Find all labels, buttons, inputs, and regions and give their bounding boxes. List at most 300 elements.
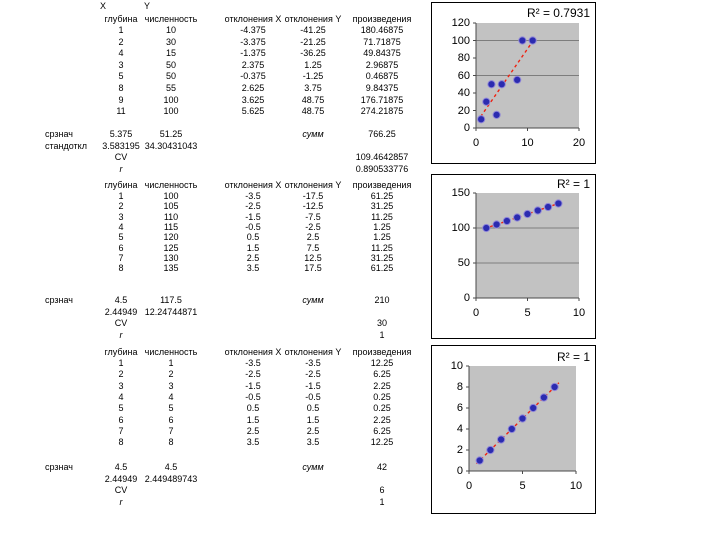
cell-dev-x: 2.5 (246, 252, 260, 263)
r-squared-title: R² = 1 (556, 177, 590, 191)
cv-row (45, 318, 435, 329)
cell-dev-y: 12.5 (304, 252, 322, 263)
cell-dev-x: 2.5 (246, 425, 260, 436)
cell-abundance: 105 (163, 201, 179, 212)
cell-depth: 5 (118, 71, 124, 82)
spacer (45, 330, 100, 341)
row-label (45, 426, 100, 437)
cell-abundance: 8 (168, 437, 174, 448)
cell-product: 12.25 (370, 358, 394, 368)
col-header-abundance: численность (144, 14, 198, 24)
row-label (45, 415, 100, 426)
spacer (45, 497, 100, 508)
cell-abundance: 30 (165, 36, 176, 47)
spacer (200, 14, 222, 25)
spacer (284, 497, 342, 508)
spacer (45, 318, 100, 329)
table-row (45, 437, 435, 448)
cell-abundance: 55 (165, 83, 176, 93)
covariance-value: 6 (379, 485, 385, 496)
data-point (483, 98, 490, 105)
spacer (200, 497, 222, 508)
spacer (200, 263, 222, 274)
y-tick-label: 120 (451, 17, 470, 29)
col-header-depth: глубина (104, 14, 138, 24)
cell-product: 61.25 (370, 263, 394, 274)
cell-product: 180.46875 (360, 25, 404, 35)
spacer (200, 330, 222, 341)
col-header-products: произведения (352, 347, 412, 357)
col-header-depth: глубина (104, 180, 138, 190)
mean-label: срзнач (45, 129, 73, 139)
std-label (45, 307, 100, 318)
data-point (478, 116, 485, 123)
cell-dev-x: -3.375 (240, 36, 266, 47)
plot-area (476, 193, 579, 298)
spacer (200, 83, 222, 94)
cell-dev-y: -2.5 (305, 221, 321, 232)
cell-product: 49.84375 (363, 48, 401, 59)
spacer (142, 497, 200, 508)
table-header-row (45, 180, 435, 191)
row-label (45, 392, 100, 403)
std-depth: 3.583195 (102, 140, 140, 151)
table-row (45, 381, 435, 392)
spacer (142, 485, 200, 496)
spacer (200, 392, 222, 403)
cell-dev-x: 2.625 (241, 83, 265, 93)
row-label (45, 71, 100, 82)
spacer (142, 330, 200, 341)
table-row (45, 25, 435, 36)
cell-abundance: 100 (163, 106, 179, 117)
y-tick-label: 100 (451, 34, 470, 47)
spacer (200, 318, 222, 329)
col-header-dev-x: отклонения X (224, 14, 282, 24)
data-point (508, 425, 515, 432)
cell-depth: 4 (118, 48, 124, 59)
r-value: 1 (379, 329, 385, 340)
cell-abundance: 130 (163, 252, 179, 263)
cell-dev-x: -0.5 (245, 391, 261, 402)
data-point (487, 446, 494, 453)
cell-dev-x: 3.5 (246, 437, 260, 448)
spacer (200, 347, 222, 358)
cell-depth: 5 (118, 232, 124, 243)
cell-abundance: 125 (163, 242, 179, 253)
y-tick-label: 20 (457, 104, 470, 117)
cell-depth: 1 (118, 191, 124, 201)
cv-label: CV (114, 318, 128, 329)
cell-dev-y: -2.5 (305, 369, 321, 380)
cell-depth: 5 (118, 403, 124, 414)
data-point (519, 37, 526, 44)
spacer (200, 180, 222, 191)
x-tick-label: 10 (572, 307, 586, 319)
row-label (45, 263, 100, 274)
scatter-chart-2 (431, 174, 596, 339)
spacer (200, 485, 222, 496)
std-label (45, 474, 100, 485)
std-row (45, 307, 435, 318)
sum-value: 210 (374, 295, 390, 305)
cell-dev-y: 1.5 (306, 414, 320, 425)
mean-abundance: 51.25 (159, 129, 183, 139)
spacer (200, 48, 222, 59)
std-depth: 2.44949 (104, 473, 138, 484)
cell-depth: 7 (118, 425, 124, 436)
table-row (45, 37, 435, 48)
x-tick-label: 10 (569, 480, 583, 492)
sum-value: 42 (376, 462, 387, 472)
cell-product: 0.25 (373, 391, 391, 402)
data-point (534, 207, 541, 214)
cell-depth: 8 (118, 263, 124, 274)
data-point (503, 217, 510, 224)
table-row (45, 71, 435, 82)
std-label: стандоткл (45, 140, 87, 151)
col-header-dev-y: отклонения Y (284, 180, 342, 190)
cell-dev-x: 3.5 (246, 263, 260, 274)
cell-dev-x: 2.375 (241, 59, 265, 70)
spacer (200, 152, 222, 163)
cv-row (45, 485, 435, 496)
table-row (45, 263, 435, 274)
col-header-abundance: численность (144, 180, 198, 190)
spacer (200, 37, 222, 48)
r-row (45, 164, 435, 175)
data-point (514, 214, 521, 221)
data-point (555, 200, 562, 207)
cell-product: 1.25 (373, 221, 391, 232)
y-axis-label: Y (144, 1, 151, 11)
spacer (200, 381, 222, 392)
cell-dev-y: -21.25 (300, 36, 326, 47)
spacer (222, 152, 284, 163)
data-point (545, 203, 552, 210)
data-point (530, 404, 537, 411)
spacer (284, 164, 342, 175)
mean-row (45, 129, 435, 140)
cell-product: 11.25 (371, 211, 393, 222)
scatter-chart-1 (431, 2, 596, 164)
cell-dev-x: -4.375 (240, 25, 266, 35)
spacer (222, 485, 284, 496)
cv-row (45, 152, 435, 163)
col-header-depth: глубина (104, 347, 138, 357)
cell-dev-x: -2.5 (245, 201, 261, 212)
data-point (488, 81, 495, 88)
mean-label: срзнач (45, 295, 73, 305)
table-row (45, 403, 435, 414)
row-label (45, 437, 100, 448)
cell-abundance: 7 (168, 425, 174, 436)
y-tick-label: 100 (451, 222, 470, 234)
std-abundance: 34.30431043 (144, 140, 198, 151)
table-header-row (45, 347, 435, 358)
cell-dev-y: -1.5 (305, 380, 321, 391)
mean-row (45, 462, 435, 473)
cell-abundance: 100 (163, 94, 179, 105)
spacer (222, 330, 284, 341)
y-tick-label: 40 (457, 87, 470, 99)
table-row (45, 83, 435, 94)
x-tick-label: 5 (524, 307, 531, 319)
table-row (45, 48, 435, 59)
data-point (514, 76, 521, 83)
spacer (200, 358, 222, 369)
std-row (45, 141, 435, 152)
cell-depth: 1 (118, 25, 124, 35)
cell-dev-x: 0.5 (246, 232, 260, 243)
table-row (45, 106, 435, 117)
cell-depth: 2 (118, 36, 124, 47)
corner-cell (45, 347, 100, 358)
spacer (200, 95, 222, 106)
cell-abundance: 10 (165, 25, 176, 35)
y-tick-label: 60 (457, 69, 470, 82)
cell-abundance: 4 (168, 391, 174, 402)
x-tick-label: 5 (519, 480, 526, 492)
corner-cell (45, 180, 100, 191)
y-tick-label: 10 (450, 360, 463, 372)
cell-dev-y: -36.25 (300, 48, 326, 59)
cell-product: 274.21875 (360, 106, 404, 117)
cell-dev-x: -1.5 (245, 380, 261, 391)
spacer (200, 415, 222, 426)
row-label (45, 48, 100, 59)
r-value: 1 (379, 496, 385, 507)
r-row (45, 497, 435, 508)
cell-depth: 8 (118, 437, 124, 448)
cell-dev-x: -1.5 (245, 211, 261, 222)
sum-label: сумм (302, 129, 324, 139)
cell-dev-y: -41.25 (300, 25, 326, 35)
spacer (45, 152, 100, 163)
std-abundance: 2.449489743 (144, 473, 198, 484)
table-row (45, 369, 435, 380)
data-point (519, 415, 526, 422)
cell-dev-y: 2.5 (306, 425, 320, 436)
cell-depth: 7 (118, 252, 124, 263)
r-squared-title: R² = 0.7931 (526, 6, 590, 20)
y-tick-label: 50 (457, 257, 470, 269)
sum-value: 766.25 (368, 129, 396, 139)
spacer (222, 462, 284, 473)
col-header-abundance: численность (144, 347, 198, 357)
cell-product: 6.25 (373, 369, 391, 380)
cell-dev-y: 3.75 (304, 83, 322, 93)
x-tick-label: 0 (472, 137, 480, 149)
cell-depth: 3 (118, 211, 124, 222)
table-row (45, 392, 435, 403)
x-tick-label: 20 (572, 137, 586, 149)
spacer (45, 485, 100, 496)
cell-dev-y: 48.75 (301, 106, 325, 117)
cell-depth: 4 (118, 221, 124, 232)
spacer (222, 497, 284, 508)
cell-abundance: 2 (168, 369, 174, 380)
spacer (222, 164, 284, 175)
cell-dev-x: -0.5 (245, 221, 261, 232)
spacer (45, 164, 100, 175)
y-tick-label: 80 (457, 52, 470, 64)
row-label (45, 106, 100, 117)
cell-depth: 9 (118, 94, 124, 105)
table-row (45, 358, 435, 369)
row-label (45, 25, 100, 36)
cell-dev-x: -3.5 (245, 358, 261, 368)
std-abundance: 12.24744871 (144, 306, 198, 317)
table-header-row (45, 14, 435, 25)
r-value: 0.890533776 (355, 163, 409, 174)
cell-dev-y: -12.5 (302, 201, 324, 212)
col-header-products: произведения (352, 14, 412, 24)
r-row (45, 330, 435, 341)
cell-dev-x: 3.625 (241, 94, 265, 105)
cell-dev-y: 0.5 (306, 403, 320, 414)
row-label (45, 358, 100, 369)
cell-dev-y: 7.5 (306, 242, 320, 253)
data-point (524, 210, 531, 217)
spacer (200, 403, 222, 414)
spacer (222, 129, 284, 140)
data-point (529, 37, 536, 44)
mean-label: срзнач (45, 462, 73, 472)
cell-depth: 11 (116, 106, 126, 117)
spacer (142, 152, 200, 163)
y-tick-label: 2 (456, 444, 463, 456)
cell-abundance: 3 (168, 380, 174, 391)
y-tick-label: 6 (456, 402, 463, 414)
std-depth: 2.44949 (104, 306, 138, 317)
row-label (45, 95, 100, 106)
y-tick-label: 150 (451, 187, 470, 199)
mean-depth: 5.375 (109, 129, 133, 139)
spacer (142, 164, 200, 175)
x-tick-label: 0 (472, 307, 480, 319)
spacer (142, 318, 200, 329)
sum-label: сумм (302, 295, 324, 305)
cell-depth: 4 (118, 391, 124, 402)
spacer (200, 437, 222, 448)
cell-dev-y: 1.25 (304, 59, 322, 70)
x-tick-label: 0 (465, 480, 473, 492)
spacer (200, 164, 222, 175)
cell-dev-y: 3.5 (306, 437, 320, 448)
cell-abundance: 50 (165, 71, 176, 82)
mean-depth: 4.5 (114, 295, 128, 305)
cell-product: 11.25 (371, 242, 393, 253)
cv-label: CV (114, 152, 128, 163)
data-point (493, 111, 500, 118)
cell-abundance: 6 (168, 414, 174, 425)
table-row (45, 95, 435, 106)
x-tick-label: 10 (521, 137, 534, 149)
cell-dev-y: -1.25 (302, 71, 324, 82)
cell-product: 2.96875 (365, 59, 399, 70)
spacer (222, 295, 284, 306)
cell-depth: 6 (118, 242, 124, 253)
spacer (200, 369, 222, 380)
data-point (493, 221, 500, 228)
cell-abundance: 110 (163, 211, 179, 222)
cell-dev-x: -0.375 (240, 71, 266, 82)
x-axis-label: X (100, 1, 107, 11)
cell-product: 9.84375 (365, 83, 399, 93)
spacer (222, 318, 284, 329)
cell-depth: 1 (118, 358, 124, 368)
cell-abundance: 5 (168, 403, 174, 414)
row-label (45, 83, 100, 94)
spacer (200, 462, 222, 473)
col-header-dev-x: отклонения X (224, 180, 282, 190)
table-row (45, 426, 435, 437)
cell-product: 61.25 (370, 191, 394, 201)
mean-abundance: 4.5 (164, 462, 178, 472)
data-point (483, 224, 490, 231)
cell-product: 31.25 (370, 252, 394, 263)
spacer (284, 318, 342, 329)
cell-dev-x: 5.625 (241, 106, 265, 117)
scatter-chart-3 (431, 345, 596, 514)
cell-abundance: 100 (163, 191, 179, 201)
cell-dev-x: 0.5 (246, 403, 260, 414)
cell-depth: 3 (118, 59, 124, 70)
cell-abundance: 115 (163, 221, 179, 232)
r-label: r (119, 163, 123, 174)
mean-row (45, 295, 435, 306)
cell-dev-y: 17.5 (304, 263, 322, 274)
col-header-dev-y: отклонения Y (284, 347, 342, 357)
cell-abundance: 1 (168, 358, 174, 368)
cell-product: 1.25 (373, 232, 391, 243)
cell-abundance: 135 (163, 263, 179, 274)
row-label (45, 37, 100, 48)
cell-dev-x: 1.5 (246, 242, 260, 253)
y-tick-label: 0 (463, 292, 470, 304)
spacer (200, 426, 222, 437)
row-label (45, 60, 100, 71)
std-row (45, 474, 435, 485)
col-header-dev-y: отклонения Y (284, 14, 342, 24)
r-squared-title: R² = 1 (556, 350, 590, 364)
cell-dev-x: -3.5 (245, 191, 261, 201)
spacer (200, 60, 222, 71)
cell-abundance: 15 (165, 48, 176, 59)
data-point (540, 394, 547, 401)
cell-abundance: 50 (165, 59, 176, 70)
corner-cell (45, 14, 100, 25)
r-label: r (119, 329, 123, 340)
covariance-value: 109.4642857 (355, 152, 409, 163)
mean-depth: 4.5 (114, 462, 128, 472)
cell-dev-y: -0.5 (305, 391, 321, 402)
cell-abundance: 120 (163, 232, 179, 243)
cell-dev-x: -2.5 (245, 369, 261, 380)
cell-product: 6.25 (373, 425, 391, 436)
cell-depth: 2 (118, 201, 124, 212)
cell-product: 2.25 (373, 380, 391, 391)
y-tick-label: 8 (456, 381, 463, 393)
cell-product: 71.71875 (363, 36, 401, 47)
cell-product: 2.25 (373, 414, 391, 425)
data-point (551, 383, 558, 390)
spacer (284, 485, 342, 496)
spacer (200, 295, 222, 306)
spacer (284, 152, 342, 163)
spacer (200, 106, 222, 117)
